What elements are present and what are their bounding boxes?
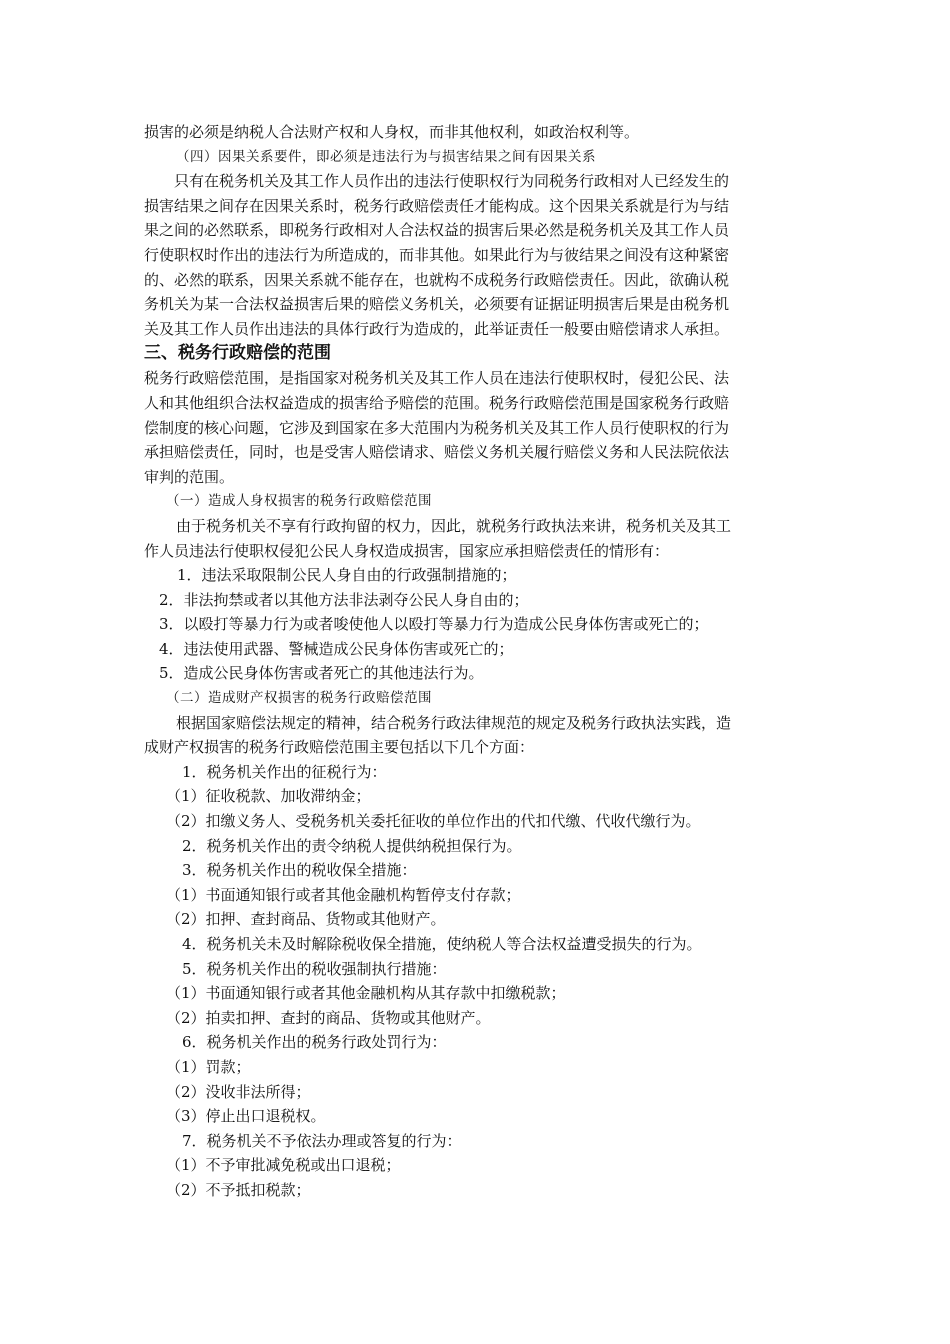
paragraph-line: 损害的必须是纳税人合法财产权和人身权，而非其他权利，如政治权利等。 — [144, 123, 640, 141]
list-item: （2）扣缴义务人、受税务机关委托征收的单位作出的代扣代缴、代收代缴行为。 — [166, 812, 701, 831]
paragraph-line: 行使职权时作出的违法行为所造成的，而非其他。如果此行为与彼结果之间没有这种紧密 — [144, 245, 730, 264]
paragraph-line: 作人员违法行使职权侵犯公民人身权造成损害，国家应承担赔偿责任的情形有： — [144, 541, 670, 560]
list-item: 1．违法采取限制公民人身自由的行政强制措施的； — [177, 566, 517, 585]
subsection-heading: （四）因果关系要件，即必须是违法行为与损害结果之间有因果关系 — [176, 148, 596, 165]
list-item: （1）罚款； — [166, 1057, 251, 1076]
paragraph-line: 只有在税务机关及其工作人员作出的违法行使职权行为同税务行政相对人已经发生的 — [174, 172, 730, 191]
paragraph-line: 审判的范围。 — [144, 467, 235, 486]
subsection-heading: （二）造成财产权损害的税务行政赔偿范围 — [166, 690, 432, 707]
paragraph-line: 由于税务机关不享有行政拘留的权力，因此，就税务行政执法来讲，税务机关及其工 — [176, 516, 732, 535]
paragraph-line: 承担赔偿责任，同时，也是受害人赔偿请求、赔偿义务机关履行赔偿义务和人民法院依法 — [144, 443, 730, 462]
list-item: 4．违法使用武器、警械造成公民身体伤害或死亡的； — [159, 639, 514, 658]
paragraph-line: 税务行政赔偿范围，是指国家对税务机关及其工作人员在违法行使职权时，侵犯公民、法 — [144, 369, 730, 388]
paragraph-line: 果之间的必然联系，即税务行政相对人合法权益的损害后果必然是税务机关及其工作人员 — [144, 221, 730, 240]
list-item: （2）拍卖扣押、查封的商品、货物或其他财产。 — [166, 1008, 491, 1027]
list-item: 2．非法拘禁或者以其他方法非法剥夺公民人身自由的； — [159, 590, 529, 609]
paragraph-line: 的、必然的联系，因果关系就不能存在，也就构不成税务行政赔偿责任。因此，欲确认税 — [144, 270, 730, 289]
list-item: 6．税务机关作出的税务行政处罚行为： — [182, 1033, 447, 1052]
paragraph-line: 偿制度的核心问题，它涉及到国家在多大范围内为税务机关及其工作人员行使职权的行为 — [144, 418, 730, 437]
document-page — [144, 120, 808, 1203]
section-heading: 三、税务行政赔偿的范围 — [144, 343, 331, 364]
list-item: 4．税务机关未及时解除税收保全措施，使纳税人等合法权益遭受损失的行为。 — [182, 935, 702, 953]
paragraph-line: 根据国家赔偿法规定的精神，结合税务行政法律规范的规定及税务行政执法实践，造 — [176, 713, 732, 732]
paragraph-line: 务机关为某一合法权益损害后果的赔偿义务机关，必须要有证据证明损害后果是由税务机 — [144, 295, 730, 314]
list-item: 3．税务机关作出的税收保全措施： — [182, 861, 417, 880]
paragraph-line: 人和其他组织合法权益造成的损害给予赔偿的范围。税务行政赔偿范围是国家税务行政赔 — [144, 393, 730, 412]
paragraph-line: 关及其工作人员作出违法的具体行政行为造成的，此举证责任一般要由赔偿请求人承担。 — [144, 319, 730, 338]
list-item: （2）没收非法所得； — [166, 1082, 311, 1101]
list-item: （2）扣押、查封商品、货物或其他财产。 — [166, 910, 446, 929]
list-item: 5．税务机关作出的税收强制执行措施： — [182, 959, 447, 978]
paragraph-line: 成财产权损害的税务行政赔偿范围主要包括以下几个方面： — [144, 738, 535, 757]
list-item: （1）征收税款、加收滞纳金； — [166, 787, 371, 806]
list-item: 1．税务机关作出的征税行为： — [182, 762, 387, 781]
list-item: （1）不予审批减免税或出口退税； — [166, 1156, 401, 1175]
paragraph-line: 损害结果之间存在因果关系时，税务行政赔偿责任才能构成。这个因果关系就是行为与结 — [144, 196, 730, 215]
list-item: 3．以殴打等暴力行为或者唆使他人以殴打等暴力行为造成公民身体伤害或死亡的； — [159, 615, 709, 634]
list-item: （1）书面通知银行或者其他金融机构暂停支付存款； — [166, 885, 521, 904]
list-item: 5．造成公民身体伤害或者死亡的其他违法行为。 — [159, 664, 484, 683]
list-item: （3）停止出口退税权。 — [166, 1107, 326, 1126]
list-item: 2．税务机关作出的责令纳税人提供纳税担保行为。 — [182, 836, 522, 855]
subsection-heading: （一）造成人身权损害的税务行政赔偿范围 — [166, 493, 432, 510]
list-item: 7．税务机关不予依法办理或答复的行为： — [182, 1131, 462, 1150]
list-item: （2）不予抵扣税款； — [166, 1180, 311, 1199]
list-item: （1）书面通知银行或者其他金融机构从其存款中扣缴税款； — [166, 984, 566, 1003]
